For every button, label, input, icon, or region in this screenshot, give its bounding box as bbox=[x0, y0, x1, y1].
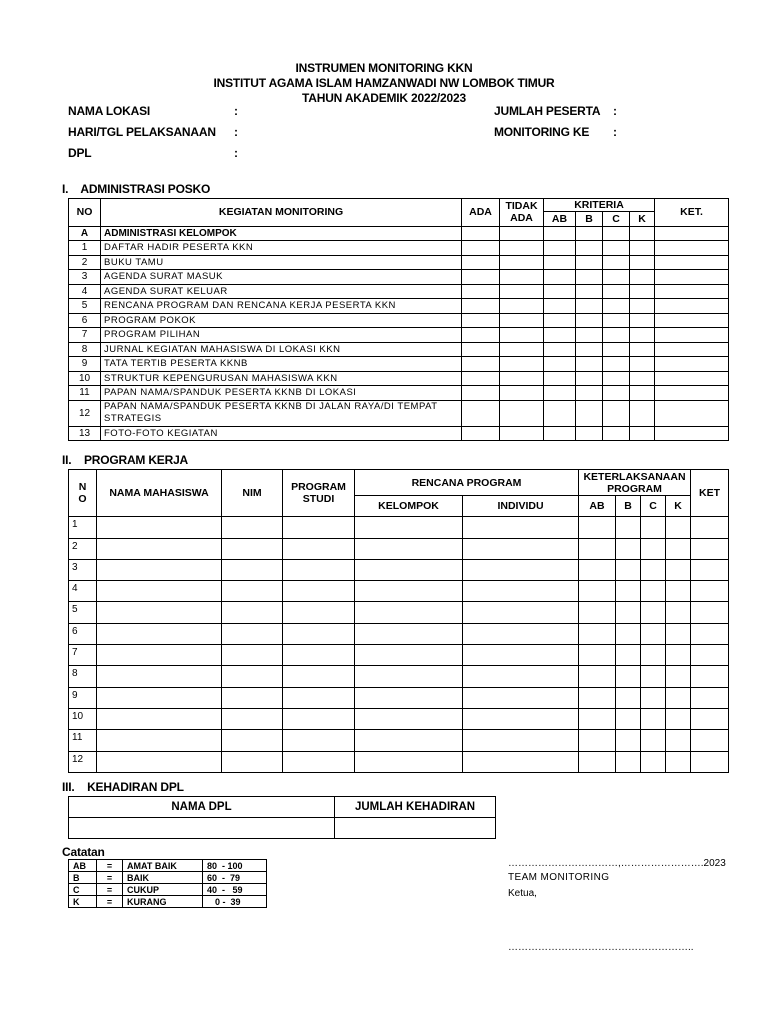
table-row bbox=[69, 687, 729, 708]
table-row bbox=[69, 270, 729, 285]
row-label: TATA TERTIB PESERTA KKNB bbox=[101, 357, 462, 372]
table-row bbox=[69, 284, 729, 299]
colon-hari-tgl: : bbox=[234, 125, 238, 139]
header-tidak-ada-line1: TIDAK bbox=[505, 200, 538, 213]
row-no: 2 bbox=[69, 255, 101, 270]
header-program-studi-line1: PROGRAM bbox=[291, 481, 346, 494]
row-no: 10 bbox=[69, 708, 97, 729]
header-jumlah-kehadiran: JUMLAH KEHADIRAN bbox=[335, 797, 496, 818]
header-ab: AB bbox=[579, 496, 616, 517]
table-row bbox=[69, 708, 729, 729]
legend-eq: = bbox=[97, 872, 123, 884]
header-k: K bbox=[666, 496, 691, 517]
header-no: NO bbox=[69, 199, 101, 227]
row-no: 11 bbox=[69, 386, 101, 401]
legend-label: CUKUP bbox=[123, 884, 203, 896]
header-c: C bbox=[603, 212, 630, 227]
label-jumlah-peserta: JUMLAH PESERTA bbox=[494, 104, 601, 118]
row-label: STRUKTUR KEPENGURUSAN MAHASISWA KKN bbox=[101, 371, 462, 386]
header-kriteria: KRITERIA bbox=[544, 199, 655, 212]
table-row bbox=[69, 517, 729, 538]
row-label: DAFTAR HADIR PESERTA KKN bbox=[101, 241, 462, 256]
signature-date-line: ……………………………,…………………….2023 bbox=[508, 858, 726, 869]
table-row bbox=[69, 818, 496, 839]
colon-jumlah-peserta: : bbox=[613, 104, 617, 118]
legend-label: AMAT BAIK bbox=[123, 860, 203, 872]
table-row bbox=[69, 645, 729, 666]
row-no: 12 bbox=[69, 400, 101, 426]
row-label: RENCANA PROGRAM DAN RENCANA KERJA PESERTA KKN bbox=[101, 299, 462, 314]
legend-code: B bbox=[69, 872, 97, 884]
row-label: AGENDA SURAT KELUAR bbox=[101, 284, 462, 299]
section-kehadiran-dpl-title: III. KEHADIRAN DPL bbox=[62, 780, 184, 794]
legend-eq: = bbox=[97, 896, 123, 908]
row-label: JURNAL KEGIATAN MAHASISWA DI LOKASI KKN bbox=[101, 342, 462, 357]
label-hari-tgl: HARI/TGL PELAKSANAAN bbox=[68, 125, 216, 139]
table-row bbox=[69, 299, 729, 314]
doc-title: INSTRUMEN MONITORING KKN bbox=[295, 61, 473, 75]
table-row bbox=[69, 386, 729, 401]
header-nama-mahasiswa: NAMA MAHASISWA bbox=[97, 470, 222, 517]
table-row bbox=[69, 602, 729, 623]
row-no: 10 bbox=[69, 371, 101, 386]
legend-row bbox=[69, 860, 267, 872]
row-no: 5 bbox=[69, 602, 97, 623]
row-no: 4 bbox=[69, 581, 97, 602]
row-label: PROGRAM PILIHAN bbox=[101, 328, 462, 343]
table-row bbox=[69, 581, 729, 602]
cell-nama-dpl bbox=[69, 818, 335, 839]
row-no: 6 bbox=[69, 313, 101, 328]
row-no: 8 bbox=[69, 342, 101, 357]
legend-range: 40 - 59 bbox=[203, 884, 267, 896]
legend-code: AB bbox=[69, 860, 97, 872]
legend-eq: = bbox=[97, 884, 123, 896]
legend-row bbox=[69, 896, 267, 908]
row-no: 1 bbox=[69, 517, 97, 538]
table-row bbox=[69, 426, 729, 441]
row-label: BUKU TAMU bbox=[101, 255, 462, 270]
row-no: 7 bbox=[69, 645, 97, 666]
table-row bbox=[69, 751, 729, 772]
header-program-studi bbox=[283, 470, 355, 517]
header-no bbox=[69, 470, 97, 517]
header-keterlaksanaan-line2: PROGRAM bbox=[607, 482, 662, 495]
table-row bbox=[69, 400, 729, 426]
legend-range: 0 - 39 bbox=[203, 896, 267, 908]
table-row bbox=[69, 342, 729, 357]
group-label: ADMINISTRASI KELOMPOK bbox=[101, 226, 462, 241]
legend-range: 80 - 100 bbox=[203, 860, 267, 872]
row-label: PAPAN NAMA/SPANDUK PESERTA KKNB DI LOKASI bbox=[101, 386, 462, 401]
row-no: 13 bbox=[69, 426, 101, 441]
legend-eq: = bbox=[97, 860, 123, 872]
cell-jumlah-kehadiran bbox=[335, 818, 496, 839]
legend-label: BAIK bbox=[123, 872, 203, 884]
legend-row bbox=[69, 884, 267, 896]
legend-label: KURANG bbox=[123, 896, 203, 908]
table-row bbox=[69, 357, 729, 372]
label-nama-lokasi: NAMA LOKASI bbox=[68, 104, 151, 118]
row-no: 4 bbox=[69, 284, 101, 299]
header-b: B bbox=[616, 496, 641, 517]
legend-code: C bbox=[69, 884, 97, 896]
table-header-row bbox=[69, 470, 729, 496]
header-keterlaksanaan bbox=[579, 470, 691, 496]
table-row bbox=[69, 730, 729, 751]
catatan-legend-table bbox=[68, 859, 267, 908]
legend-code: K bbox=[69, 896, 97, 908]
table-header-row bbox=[69, 797, 496, 818]
table-row bbox=[69, 313, 729, 328]
table-row bbox=[69, 328, 729, 343]
header-tidak-ada-line2: ADA bbox=[510, 212, 533, 225]
label-dpl: DPL bbox=[68, 146, 92, 160]
section-program-kerja-title: II. PROGRAM KERJA bbox=[62, 453, 189, 467]
row-no: 7 bbox=[69, 328, 101, 343]
header-kegiatan: KEGIATAN MONITORING bbox=[101, 199, 462, 227]
legend-range: 60 - 79 bbox=[203, 872, 267, 884]
table-row bbox=[69, 623, 729, 644]
header-rencana-program: RENCANA PROGRAM bbox=[355, 470, 579, 496]
group-no: A bbox=[69, 226, 101, 241]
signature-ketua: Ketua, bbox=[508, 888, 537, 899]
header-program-studi-line2: STUDI bbox=[302, 493, 335, 506]
row-label: PAPAN NAMA/SPANDUK PESERTA KKNB DI JALAN RAYA/DI TEMPAT STRATEGIS bbox=[101, 400, 462, 426]
institution-name: INSTITUT AGAMA ISLAM HAMZANWADI NW LOMBOK TIMUR bbox=[213, 76, 555, 90]
header-ket: KET bbox=[691, 470, 729, 517]
header-b: B bbox=[576, 212, 603, 227]
header-individu: INDIVIDU bbox=[463, 496, 579, 517]
header-ada: ADA bbox=[462, 199, 500, 227]
label-monitoring-ke: MONITORING KE bbox=[494, 125, 590, 139]
row-no: 11 bbox=[69, 730, 97, 751]
header-c: C bbox=[641, 496, 666, 517]
row-no: 1 bbox=[69, 241, 101, 256]
colon-nama-lokasi: : bbox=[234, 104, 238, 118]
program-kerja-table bbox=[68, 469, 729, 773]
table-row bbox=[69, 255, 729, 270]
header-ab: AB bbox=[544, 212, 576, 227]
header-ket: KET. bbox=[655, 199, 729, 227]
header-no-line2: O bbox=[78, 493, 87, 506]
signature-team: TEAM MONITORING bbox=[508, 872, 610, 883]
row-no: 8 bbox=[69, 666, 97, 687]
row-no: 9 bbox=[69, 687, 97, 708]
table-row bbox=[69, 559, 729, 580]
administrasi-posko-table bbox=[68, 198, 729, 441]
header-kelompok: KELOMPOK bbox=[355, 496, 463, 517]
row-no: 5 bbox=[69, 299, 101, 314]
table-row bbox=[69, 666, 729, 687]
colon-monitoring-ke: : bbox=[613, 125, 617, 139]
row-no: 9 bbox=[69, 357, 101, 372]
colon-dpl: : bbox=[234, 146, 238, 160]
table-row bbox=[69, 371, 729, 386]
kehadiran-dpl-table bbox=[68, 796, 496, 839]
section-administrasi-posko-title: I. ADMINISTRASI POSKO bbox=[62, 182, 211, 196]
header-k: K bbox=[630, 212, 655, 227]
table-row bbox=[69, 241, 729, 256]
table-row-group bbox=[69, 226, 729, 241]
row-label: FOTO-FOTO KEGIATAN bbox=[101, 426, 462, 441]
header-nama-dpl: NAMA DPL bbox=[69, 797, 335, 818]
academic-year: TAHUN AKADEMIK 2022/2023 bbox=[302, 91, 466, 105]
row-no: 12 bbox=[69, 751, 97, 772]
row-no: 6 bbox=[69, 623, 97, 644]
header-nim: NIM bbox=[222, 470, 283, 517]
legend-row bbox=[69, 872, 267, 884]
header-no-line1: N bbox=[78, 481, 87, 494]
row-label: AGENDA SURAT MASUK bbox=[101, 270, 462, 285]
table-row bbox=[69, 538, 729, 559]
signature-name-line: ……………………………………………….. bbox=[508, 942, 694, 953]
row-no: 2 bbox=[69, 538, 97, 559]
table-header-row bbox=[69, 199, 729, 212]
header-keterlaksanaan-line1: KETERLAKSANAAN bbox=[583, 470, 686, 483]
row-no: 3 bbox=[69, 270, 101, 285]
catatan-title: Catatan bbox=[62, 845, 105, 859]
row-label: PROGRAM POKOK bbox=[101, 313, 462, 328]
header-tidak-ada bbox=[500, 199, 544, 227]
row-no: 3 bbox=[69, 559, 97, 580]
